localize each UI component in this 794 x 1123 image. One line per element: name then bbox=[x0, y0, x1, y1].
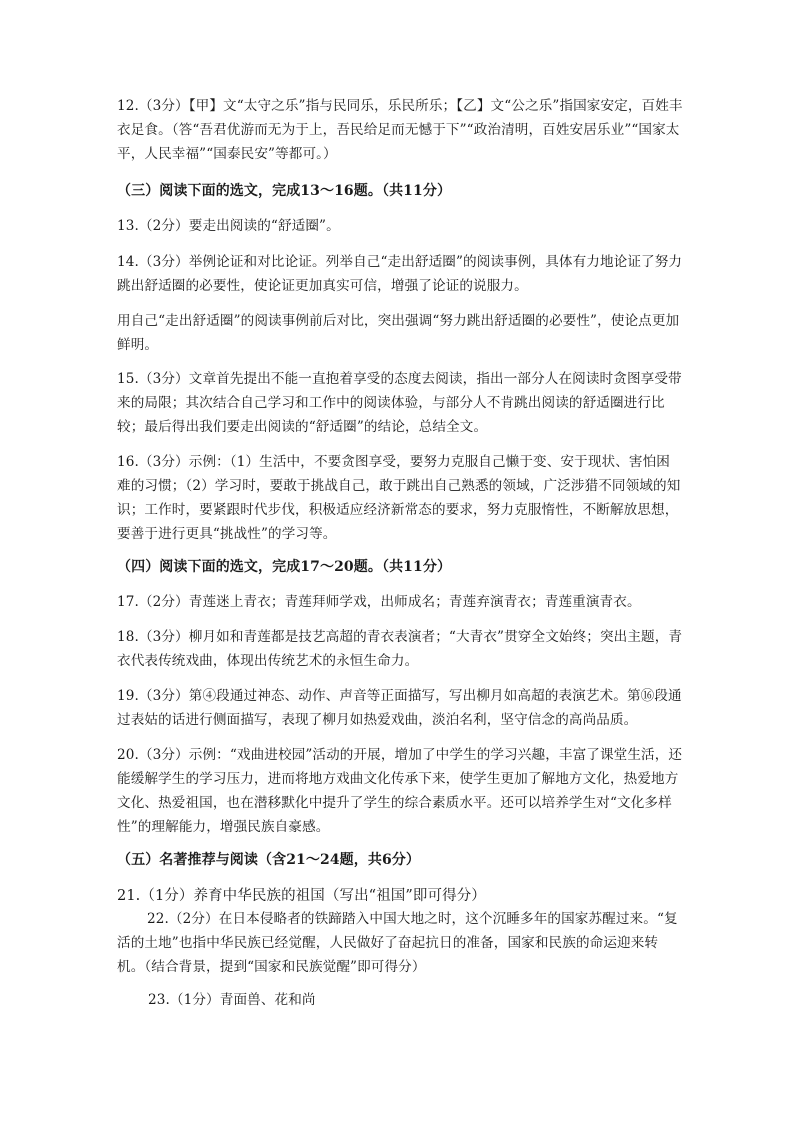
answer-15: 15.（3分）文章首先提出不能一直抱着享受的态度去阅读，指出一部分人在阅读时贪图享受带来的局限；其次结合自己学习和工作中的阅读体验，与部分人不肯跳出阅读的舒适圈进行比较；最后得出我们要走出阅读的“舒适圈”的结论，总结全文。 bbox=[117, 371, 682, 435]
answer-21: 21.（1分）养育中华民族的祖国（写出“祖国”即可得分） bbox=[117, 888, 486, 904]
answer-19: 19.（3分）第④段通过神态、动作、声音等正面描写，写出柳月如高超的表演艺术。第⑯段通过表姑的话进行侧面描写，表现了柳月如热爱戏曲，淡泊名利，坚守信念的高尚品质。 bbox=[117, 688, 682, 728]
answer-22: 22.（2分）在日本侵略者的铁蹄踏入中国大地之时，这个沉睡多年的国家苏醒过来。“复活的土地”也指中华民族已经觉醒，人民做好了奋起抗日的准备，国家和民族的命运迎来转机。（结合背景，提到“国家和民族觉醒”即可得分） bbox=[117, 911, 678, 975]
answer-12: 12.（3分）【甲】文“太守之乐”指与民同乐，乐民所乐；【乙】文“公之乐”指国家安定，百姓丰衣足食。（答“吾君优游而无为于上，吾民给足而无憾于下”“政治清明，百姓安居乐业”“国家太平，人民幸福”“国泰民安”等都可。） bbox=[117, 98, 683, 162]
answer-16: 16.（3分）示例：（1）生活中，不要贪图享受，要努力克服自己懒于变、安于现状、害怕困难的习惯；（2）学习时，要敢于挑战自己，敢于跳出自己熟悉的领域，广泛涉猎不同领域的知识；工作时，要紧跟时代步伐，积极适应经济新常态的要求，努力克服惰性，不断解放思想，要善于进行更具“挑战性”的学习等。 bbox=[117, 454, 681, 542]
answer-20: 20.（3分）示例：“戏曲进校园”活动的开展，增加了中学生的学习兴趣，丰富了课堂生活，还能缓解学生的学习压力，进而将地方戏曲文化传承下来，使学生更加了解地方文化，热爱地方文化、热爱祖国，也在潜移默化中提升了学生的综合素质水平。还可以培养学生对“文化多样性”的理解能力，增强民族自豪感。 bbox=[117, 747, 683, 835]
section-4-heading: （四）阅读下面的选文，完成17～20题。（共11分） bbox=[117, 559, 452, 575]
answer-17: 17.（2分）青莲迷上青衣；青莲拜师学戏，出师成名；青莲弃演青衣；青莲重演青衣。 bbox=[117, 594, 641, 610]
answer-18: 18.（3分）柳月如和青莲都是技艺高超的青衣表演者；“大青衣”贯穿全文始终；突出主题，青衣代表传统戏曲，体现出传统艺术的永恒生命力。 bbox=[117, 629, 683, 669]
section-5-heading: （五）名著推荐与阅读（含21～24题，共6分） bbox=[117, 852, 421, 868]
answer-23: 23.（1分）青面兽、花和尚 bbox=[148, 992, 316, 1008]
section-3-heading: （三）阅读下面的选文，完成13～16题。（共11分） bbox=[117, 183, 452, 199]
answer-14-extra: 用自己“走出舒适圈”的阅读事例前后对比，突出强调“努力跳出舒适圈的必要性”，使论点更加鲜明。 bbox=[117, 313, 680, 353]
answer-13: 13.（2分）要走出阅读的“舒适圈”。 bbox=[117, 218, 340, 234]
answer-14: 14.（3分）举例论证和对比论证。列举自己“走出舒适圈”的阅读事例，具体有力地论证了努力跳出舒适圈的必要性，使论证更加真实可信，增强了论证的说服力。 bbox=[117, 254, 683, 294]
